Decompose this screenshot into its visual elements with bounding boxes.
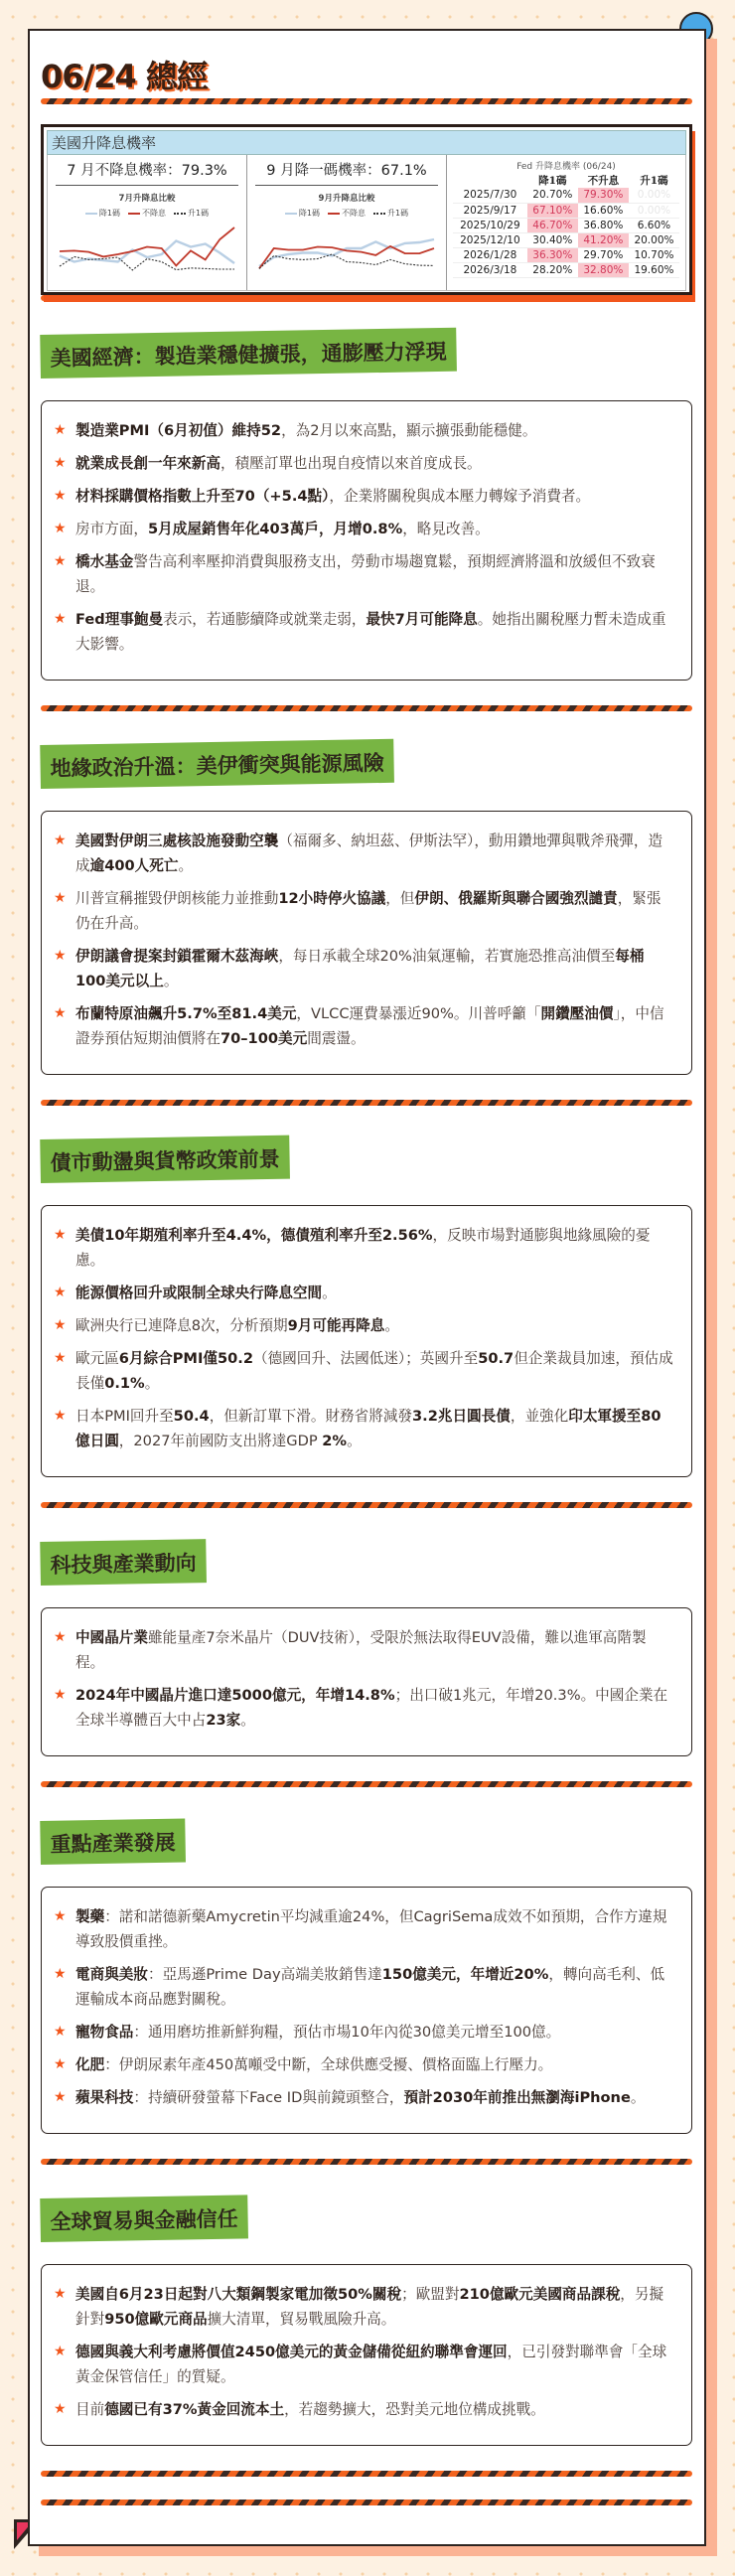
bullet-item: [54, 2052, 673, 2077]
section-title: 債市動盪與貨幣政策前景: [40, 1136, 290, 1183]
probability-cell: 36.80%: [578, 218, 629, 232]
bullet-text: [75, 1404, 673, 1453]
bullet-text: [75, 944, 673, 993]
probability-cell: 36.30%: [527, 247, 578, 262]
fed-probability-table-panel: [447, 155, 685, 290]
table-row: [453, 203, 679, 218]
text-segment: ；出口破1兆元，年增20.3%。中國企業在全球半導體百大中占: [75, 1687, 668, 1729]
text-segment: 。: [347, 1433, 362, 1449]
star-icon: ★: [54, 1317, 67, 1333]
row-date: 2025/9/17: [453, 203, 527, 218]
text-segment: ，緊張仍在升高。: [75, 890, 662, 932]
text-segment: ，積壓訂單也出現自疫情以來首度成長。: [220, 455, 482, 472]
highlight-text: 50.4: [173, 1408, 210, 1425]
chart-legend: [255, 208, 438, 219]
star-icon: ★: [54, 422, 67, 438]
bullet-item: [54, 944, 673, 993]
text-segment: 警告高利率壓抑消費與服務支出，勞動市場趨寬鬆，預期經濟將溫和放緩但不致衰退。: [75, 553, 656, 595]
fed-probability-table: [453, 172, 679, 278]
row-date: 2025/12/10: [453, 232, 527, 247]
highlight-text: 最快7月可能降息: [366, 611, 478, 628]
text-segment: 。她指出關稅壓力暫未造成重大影響。: [75, 611, 666, 653]
star-icon: ★: [54, 1350, 67, 1366]
highlight-text: 2%: [322, 1433, 348, 1449]
bullet-item: [54, 451, 673, 476]
text-segment: 房市方面，: [75, 521, 148, 537]
probability-cell: 6.60%: [629, 218, 679, 232]
bullet-item: [54, 484, 673, 509]
text-segment: 。: [630, 2089, 646, 2106]
bullet-item: [54, 2085, 673, 2110]
highlight-text: 材料採購價格指數上升至70（+5.4點）: [75, 488, 330, 505]
bullet-text: [75, 1281, 337, 1305]
legend-hold: 不降息: [128, 208, 166, 219]
divider-stripe: [41, 2471, 692, 2477]
probability-cell: 67.10%: [527, 203, 578, 218]
bullet-item: [54, 829, 673, 878]
bullet-text: [75, 1683, 673, 1733]
bullet-text: [75, 886, 673, 936]
bullet-text: [75, 2397, 545, 2422]
legend-hike: 升1碼: [174, 208, 209, 219]
highlight-text: 5月成屋銷售年化403萬戶，月增0.8%: [147, 521, 403, 537]
bullet-item: [54, 2020, 673, 2045]
text-segment: 雖能量產7奈米晶片（DUV技術），受限於無法取得EUV設備，難以進軍高階製程。: [75, 1629, 647, 1671]
highlight-text: 6月綜合PMI僅50.2: [118, 1350, 253, 1367]
table-column-header: 降1碼: [538, 174, 567, 187]
star-icon: ★: [54, 2401, 67, 2417]
july-chart-title: 7月升降息比較: [118, 194, 176, 204]
highlight-text: 150億美元，年增近20%: [381, 1966, 549, 1983]
july-headline: 7 月不降息機率：79.3%: [56, 159, 238, 186]
star-icon: ★: [54, 890, 67, 906]
table-column-header: [453, 172, 527, 188]
star-icon: ★: [54, 1908, 67, 1924]
legend-hike: 升1碼: [373, 208, 408, 219]
text-segment: ：通用磨坊推新鮮狗糧，預估市場10年內從30億美元增至100億。: [133, 2024, 561, 2041]
highlight-text: 布蘭特原油飆升5.7%至81.4美元: [75, 1005, 297, 1022]
highlight-text: 12小時停火協議: [278, 890, 386, 907]
page-title: 06/24 總經: [41, 58, 208, 95]
section-header-wrap: [41, 1106, 692, 1183]
text-segment: ，但新訂單下滑。財務省將減發: [209, 1408, 413, 1425]
star-icon: ★: [54, 2024, 67, 2040]
text-segment: 。: [163, 973, 179, 989]
september-line-chart: [255, 221, 438, 276]
section-box: [41, 400, 692, 681]
star-icon: ★: [54, 455, 67, 471]
highlight-text: 德國與義大利考慮將價值2450億美元的黃金儲備從紐約聯準會運回: [75, 2344, 508, 2360]
highlight-text: 950億歐元商品: [104, 2311, 208, 2328]
star-icon: ★: [54, 488, 67, 504]
bullet-item: [54, 1313, 673, 1338]
divider-stripe: [41, 2500, 692, 2505]
probability-cell: 41.20%: [578, 232, 629, 247]
text-segment: 。: [384, 1317, 399, 1334]
chart-legend: [56, 208, 238, 219]
highlight-text: 伊朗議會提案封鎖霍爾木茲海峽: [75, 948, 279, 965]
report-card: [28, 29, 706, 2546]
table-row: [453, 188, 679, 203]
text-segment: ，略見改善。: [402, 521, 490, 537]
section-box: [41, 811, 692, 1075]
probability-cell: 29.70%: [578, 247, 629, 262]
text-segment: 川普宣稱摧毀伊朗核能力並推動: [75, 890, 279, 907]
legend-hold: 不降息: [328, 208, 366, 219]
bullet-text: [75, 1625, 673, 1675]
section-header-wrap: [41, 2165, 692, 2242]
bullet-item: [54, 1962, 673, 2012]
probability-cell: 20.00%: [629, 232, 679, 247]
bullet-text: [75, 1223, 673, 1273]
row-date: 2026/1/28: [453, 247, 527, 262]
star-icon: ★: [54, 1227, 67, 1243]
star-icon: ★: [54, 1966, 67, 1982]
bullet-text: [75, 2020, 560, 2045]
table-title: Fed 升降息機率 (06/24): [516, 162, 616, 172]
series-line-hike: [60, 256, 234, 270]
text-segment: ：伊朗尿素年產450萬噸受中斷，全球供應受擾、價格面臨上行壓力。: [104, 2056, 553, 2073]
table-column-header: 升1碼: [640, 174, 668, 187]
text-segment: ，若趨勢擴大，恐對美元地位構成挑戰。: [284, 2401, 545, 2418]
text-segment: ；歐盟對: [401, 2286, 460, 2303]
section-title: 重點產業發展: [40, 1818, 186, 1865]
highlight-text: 製藥: [75, 1908, 105, 1925]
text-segment: 。: [322, 1285, 337, 1301]
text-segment: ，轉向高毛利、低運輸成本商品應對關稅。: [75, 1966, 665, 2008]
probability-cell: 10.70%: [629, 247, 679, 262]
table-row: [453, 232, 679, 247]
bullet-text: [75, 2282, 673, 2332]
bullet-item: [54, 517, 673, 541]
july-line-chart: [56, 221, 238, 276]
highlight-text: 70–100美元: [220, 1030, 308, 1047]
star-icon: ★: [54, 553, 67, 569]
highlight-text: 逾400人死亡: [89, 857, 179, 874]
bullet-text: [75, 2052, 552, 2077]
text-segment: ，2027年前國防支出將達GDP: [118, 1433, 323, 1449]
probability-cell: 79.30%: [578, 188, 629, 203]
bullet-item: [54, 1625, 673, 1675]
bullet-item: [54, 418, 673, 443]
bullet-text: [75, 517, 490, 541]
star-icon: ★: [54, 1408, 67, 1424]
section-header-wrap: [41, 711, 692, 789]
text-segment: ：持續研發螢幕下Face ID與前鏡頭整合，: [133, 2089, 404, 2106]
bullet-item: [54, 1281, 673, 1305]
highlight-text: 印太軍援至80億日圓: [75, 1408, 662, 1449]
probability-cell: 30.40%: [527, 232, 578, 247]
highlight-text: 9月可能再降息: [287, 1317, 385, 1334]
bullet-item: [54, 886, 673, 936]
bullet-item: [54, 1683, 673, 1733]
highlight-text: 電商與美妝: [75, 1966, 148, 1983]
text-segment: 間震盪。: [307, 1030, 366, 1047]
rate-panel-header: 美國升降息機率: [47, 130, 686, 155]
section-title: 地緣政治升溫：美伊衝突與能源風險: [40, 739, 394, 789]
highlight-text: 製造業PMI（6月初值）維持52: [75, 422, 282, 439]
section-title: 全球貿易與金融信任: [40, 2195, 248, 2242]
highlight-text: Fed理事鮑曼: [75, 611, 164, 628]
star-icon: ★: [54, 521, 67, 536]
bullet-item: [54, 1223, 673, 1273]
text-segment: ：諾和諾德新藥Amycretin平均減重逾24%，但CagriSema成效不如預期，合作方違規導致股價重挫。: [75, 1908, 667, 1950]
probability-cell: 32.80%: [578, 262, 629, 277]
text-segment: ，VLCC運費暴漲近90%。川普呼籲「: [296, 1005, 541, 1022]
text-segment: 。: [144, 1375, 160, 1392]
text-segment: 擴大清單，貿易戰風險升高。: [207, 2311, 396, 2328]
bullet-item: [54, 1904, 673, 1954]
section-header-wrap: [41, 1787, 692, 1865]
text-segment: ，並強化: [510, 1408, 569, 1425]
highlight-text: 210億歐元美國商品課稅: [459, 2286, 621, 2303]
text-segment: 」，中信證券預估短期油價將在: [75, 1005, 664, 1047]
bullet-item: [54, 1404, 673, 1453]
highlight-text: 每桶100美元以上: [75, 948, 645, 989]
star-icon: ★: [54, 1005, 67, 1021]
section-title: 科技與產業動向: [40, 1539, 207, 1586]
bullet-text: [75, 1962, 673, 2012]
text-segment: 但企業裁員加速，預估成長僅: [75, 1350, 673, 1392]
july-chart-panel: [48, 155, 247, 290]
star-icon: ★: [54, 1629, 67, 1645]
row-date: 2025/7/30: [453, 188, 527, 203]
bullet-text: [75, 607, 673, 657]
highlight-text: 2024年中國晶片進口達5000億元，年增14.8%: [75, 1687, 395, 1704]
section-title: 美國經濟：製造業穩健擴張，通膨壓力浮現: [40, 328, 457, 379]
bullet-text: [75, 484, 590, 509]
divider-stripe: [41, 98, 692, 104]
probability-cell: 20.70%: [527, 188, 578, 203]
text-segment: 目前: [75, 2401, 105, 2418]
bullet-item: [54, 549, 673, 599]
star-icon: ★: [54, 611, 67, 627]
highlight-text: 寵物食品: [75, 2024, 134, 2041]
highlight-text: 美國自6月23日起對八大類鋼製家電加徵50%關稅: [75, 2286, 402, 2303]
table-column-header: 不升息: [587, 174, 620, 187]
highlight-text: 50.7: [478, 1350, 514, 1367]
text-segment: 表示，若通膨續降或就業走弱，: [163, 611, 367, 628]
highlight-text: 開鑽壓油價: [540, 1005, 614, 1022]
star-icon: ★: [54, 948, 67, 964]
highlight-text: 中國晶片業: [75, 1629, 148, 1646]
bullet-text: [75, 2085, 645, 2110]
probability-cell: 46.70%: [527, 218, 578, 232]
bullet-item: [54, 1346, 673, 1396]
bullet-text: [75, 1001, 673, 1051]
bullet-text: [75, 451, 482, 476]
highlight-text: 德國已有37%黃金回流本土: [104, 2401, 285, 2418]
table-row: [453, 218, 679, 232]
section-box: [41, 1205, 692, 1477]
text-segment: ，每日承載全球20%油氣運輸，若實施恐推高油價至: [278, 948, 616, 965]
bullet-text: [75, 1346, 673, 1396]
table-row: [453, 262, 679, 277]
bullet-text: [75, 1313, 399, 1338]
bullet-text: [75, 1904, 673, 1954]
probability-cell: 19.60%: [629, 262, 679, 277]
star-icon: ★: [54, 1285, 67, 1300]
highlight-text: 就業成長創一年來新高: [75, 455, 220, 472]
highlight-text: 美國對伊朗三處核設施發動空襲: [75, 833, 279, 849]
highlight-text: 美債10年期殖利率升至4.4%，德債殖利率升至2.56%: [75, 1227, 433, 1244]
september-chart-title: 9月升降息比較: [318, 194, 375, 204]
september-chart-panel: [247, 155, 447, 290]
bullet-item: [54, 1001, 673, 1051]
highlight-text: 3.2兆日圓長債: [412, 1408, 511, 1425]
star-icon: ★: [54, 2056, 67, 2072]
text-segment: 歐洲央行已連降息8次，分析預期: [75, 1317, 288, 1334]
rate-probability-panel: [41, 124, 692, 295]
probability-cell: 16.60%: [578, 203, 629, 218]
table-row: [453, 247, 679, 262]
text-segment: ，另擬針對: [75, 2286, 664, 2328]
legend-cut: 降1碼: [85, 208, 120, 219]
text-segment: 。: [178, 857, 194, 874]
section-box: [41, 1887, 692, 2134]
text-segment: 歐元區: [75, 1350, 119, 1367]
bullet-text: [75, 549, 673, 599]
highlight-text: 伊朗、俄羅斯與聯合國強烈譴責: [414, 890, 618, 907]
highlight-text: 橋水基金: [75, 553, 134, 570]
probability-cell: 0.00%: [629, 203, 679, 218]
section-header-wrap: [41, 301, 692, 379]
bullet-text: [75, 829, 673, 878]
series-line-hike: [259, 254, 434, 268]
row-date: 2025/10/29: [453, 218, 527, 232]
bullet-text: [75, 2340, 673, 2389]
september-headline: 9 月降一碼機率：67.1%: [255, 159, 438, 186]
highlight-text: 蘋果科技: [75, 2089, 134, 2106]
section-box: [41, 2264, 692, 2446]
text-segment: 日本PMI回升至: [75, 1408, 174, 1425]
text-segment: 。: [240, 1712, 255, 1729]
text-segment: ，但: [385, 890, 415, 907]
text-segment: ，企業將關稅與成本壓力轉嫁予消費者。: [329, 488, 591, 505]
highlight-text: 0.1%: [104, 1375, 145, 1392]
text-segment: ，反映市場對通膨與地緣風險的憂慮。: [75, 1227, 651, 1269]
star-icon: ★: [54, 2286, 67, 2302]
highlight-text: 預計2030年前推出無瀏海iPhone: [403, 2089, 631, 2106]
section-header-wrap: [41, 1508, 692, 1586]
text-segment: ，為2月以來高點，顯示擴張動能穩健。: [281, 422, 537, 439]
section-box: [41, 1607, 692, 1756]
star-icon: ★: [54, 833, 67, 848]
highlight-text: 23家: [206, 1712, 241, 1729]
star-icon: ★: [54, 1687, 67, 1703]
bullet-item: [54, 2282, 673, 2332]
highlight-text: 能源價格回升或限制全球央行降息空間: [75, 1285, 323, 1301]
text-segment: ：亞馬遜Prime Day高端美妝銷售達: [147, 1966, 382, 1983]
star-icon: ★: [54, 2344, 67, 2359]
probability-cell: 28.20%: [527, 262, 578, 277]
bullet-item: [54, 607, 673, 657]
highlight-text: 化肥: [75, 2056, 105, 2073]
bullet-item: [54, 2340, 673, 2389]
legend-cut: 降1碼: [285, 208, 320, 219]
star-icon: ★: [54, 2089, 67, 2105]
row-date: 2026/3/18: [453, 262, 527, 277]
text-segment: （德國回升、法國低迷）；英國升至: [252, 1350, 479, 1367]
text-segment: （福爾多、納坦茲、伊斯法罕），動用鑽地彈與戰斧飛彈，造成: [75, 833, 663, 874]
bullet-text: [75, 418, 536, 443]
text-segment: ，已引發對聯準會「全球黃金保管信任」的質疑。: [75, 2344, 667, 2385]
probability-cell: 0.00%: [629, 188, 679, 203]
bullet-item: [54, 2397, 673, 2422]
